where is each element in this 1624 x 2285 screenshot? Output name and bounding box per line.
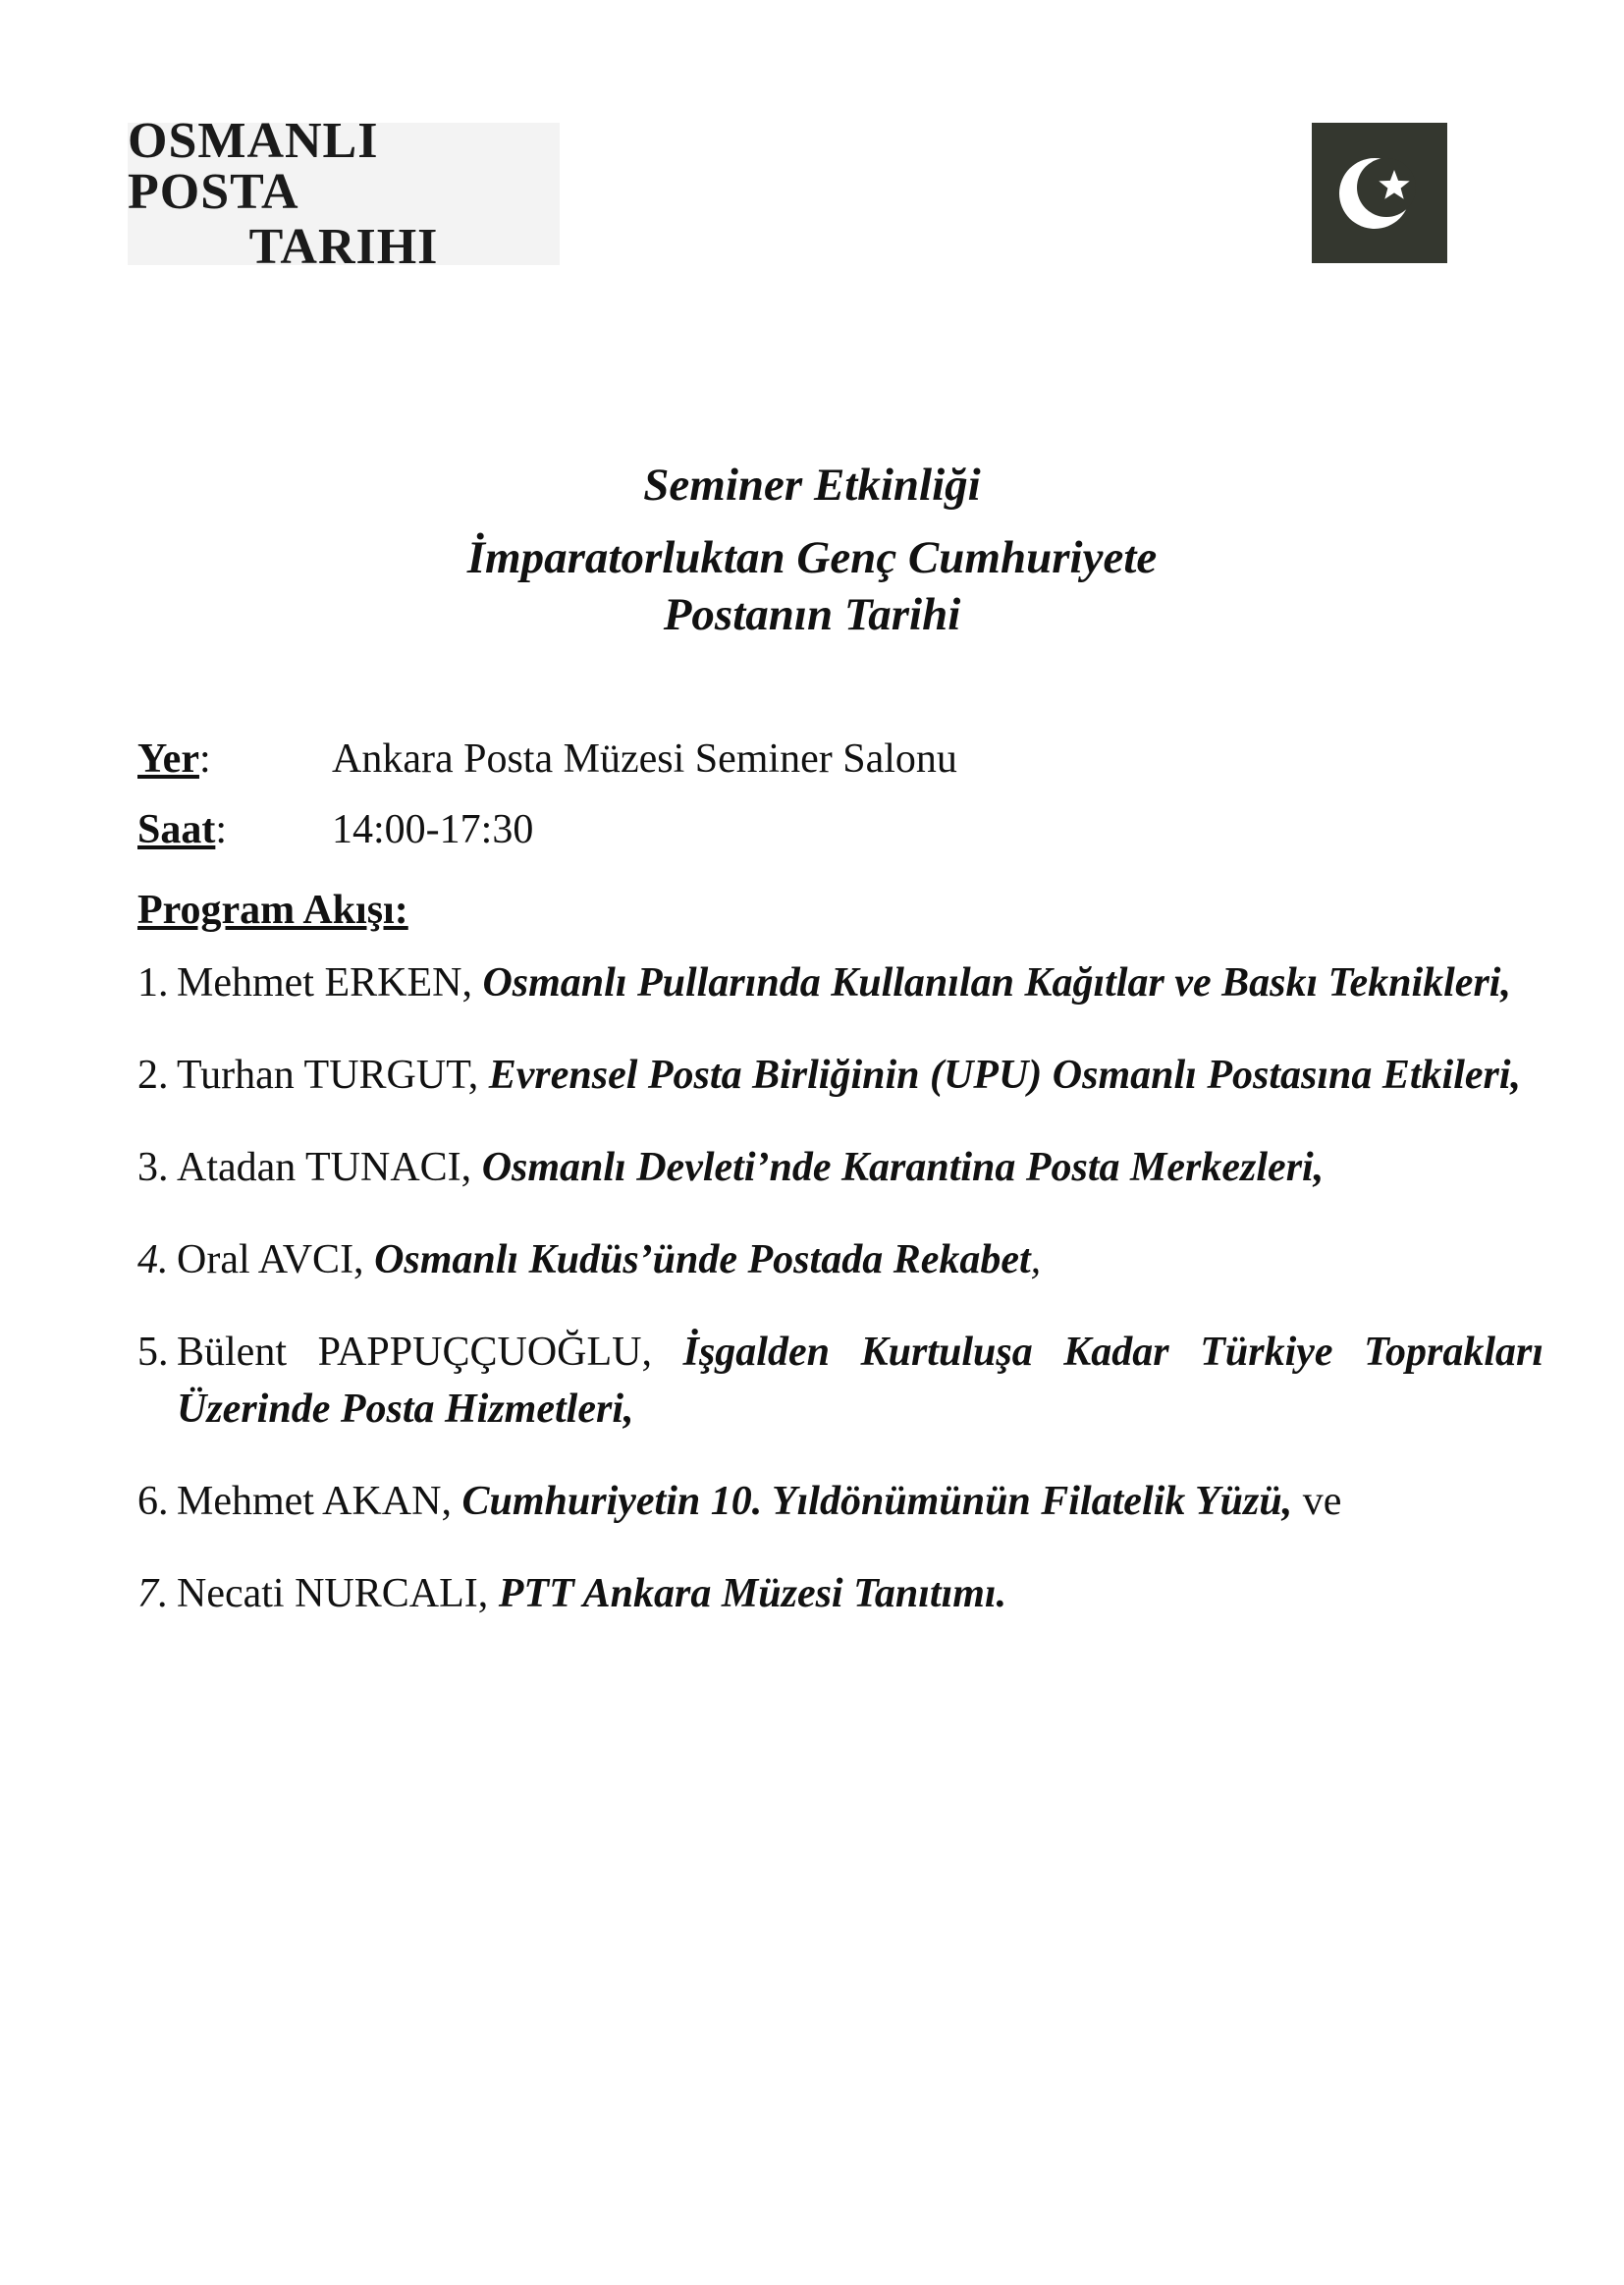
- title-main: İmparatorluktan Genç Cumhuriyete: [466, 532, 1158, 583]
- speaker-name: Mehmet ERKEN,: [177, 960, 472, 1006]
- speaker-name: Necati NURCALI,: [177, 1571, 489, 1616]
- title-sub: Postanın Tarihi: [663, 589, 961, 640]
- talk-topic: Evrensel Posta Birliğinin (UPU) Osmanlı Postasına Etkileri,: [488, 1053, 1522, 1098]
- list-item: [137, 1324, 1543, 1438]
- speaker-name: Oral AVCI,: [177, 1237, 364, 1282]
- program-heading: Program Akışı:: [137, 888, 408, 933]
- list-item: [137, 1047, 1543, 1104]
- item-number: 4.: [137, 1237, 169, 1282]
- item-number: 1.: [137, 960, 169, 1006]
- list-item: [137, 1231, 1543, 1288]
- list-item: [137, 1473, 1543, 1530]
- item-number: 5.: [137, 1330, 169, 1375]
- talk-topic: Osmanlı Devleti’nde Karantina Posta Merkezleri,: [481, 1145, 1325, 1190]
- list-item: [137, 1565, 1543, 1622]
- item-suffix: ,: [1030, 1237, 1042, 1282]
- time-row: [137, 805, 533, 854]
- item-number: 6.: [137, 1479, 169, 1524]
- list-item: [137, 954, 1543, 1011]
- title-event-type: Seminer Etkinliği: [643, 460, 981, 511]
- location-row: [137, 734, 957, 784]
- talk-topic: PTT Ankara Müzesi Tanıtımı.: [498, 1571, 1007, 1616]
- item-suffix: ve: [1292, 1479, 1342, 1524]
- talk-topic: Osmanlı Kudüs’ünde Postada Rekabet: [374, 1237, 1031, 1282]
- speaker-name: Turhan TURGUT,: [177, 1053, 479, 1098]
- talk-topic: Cumhuriyetin 10. Yıldönümünün Filatelik Yüzü,: [461, 1479, 1293, 1524]
- location-label: Yer:: [137, 736, 211, 782]
- item-number: 3.: [137, 1145, 169, 1190]
- list-item: [137, 1139, 1543, 1196]
- item-number: 7.: [137, 1571, 169, 1616]
- location-value: Ankara Posta Müzesi Seminer Salonu: [332, 736, 957, 782]
- speaker-name: Atadan TUNACI,: [177, 1145, 472, 1190]
- item-number: 2.: [137, 1053, 169, 1098]
- logo: [128, 112, 560, 275]
- logo-line1: OSMANLI POSTA: [128, 112, 379, 220]
- title-block: [0, 457, 1624, 643]
- talk-topic: İşgalden Kurtuluşa Kadar Türkiye Toprakları Üzerinde Posta Hizmetleri,: [177, 1330, 1543, 1432]
- time-value: 14:00-17:30: [332, 807, 534, 852]
- speaker-name: Bülent PAPPUÇÇUOĞLU,: [177, 1330, 652, 1375]
- crescent-star-icon: [1312, 123, 1447, 263]
- emblem-svg: [1312, 123, 1447, 263]
- talk-topic: Osmanlı Pullarında Kullanılan Kağıtlar ve Baskı Teknikleri,: [482, 960, 1511, 1006]
- time-label: Saat:: [137, 807, 228, 852]
- speaker-name: Mehmet AKAN,: [177, 1479, 452, 1524]
- logo-line2: TARIHI: [248, 218, 439, 275]
- program-list: [137, 954, 1543, 1622]
